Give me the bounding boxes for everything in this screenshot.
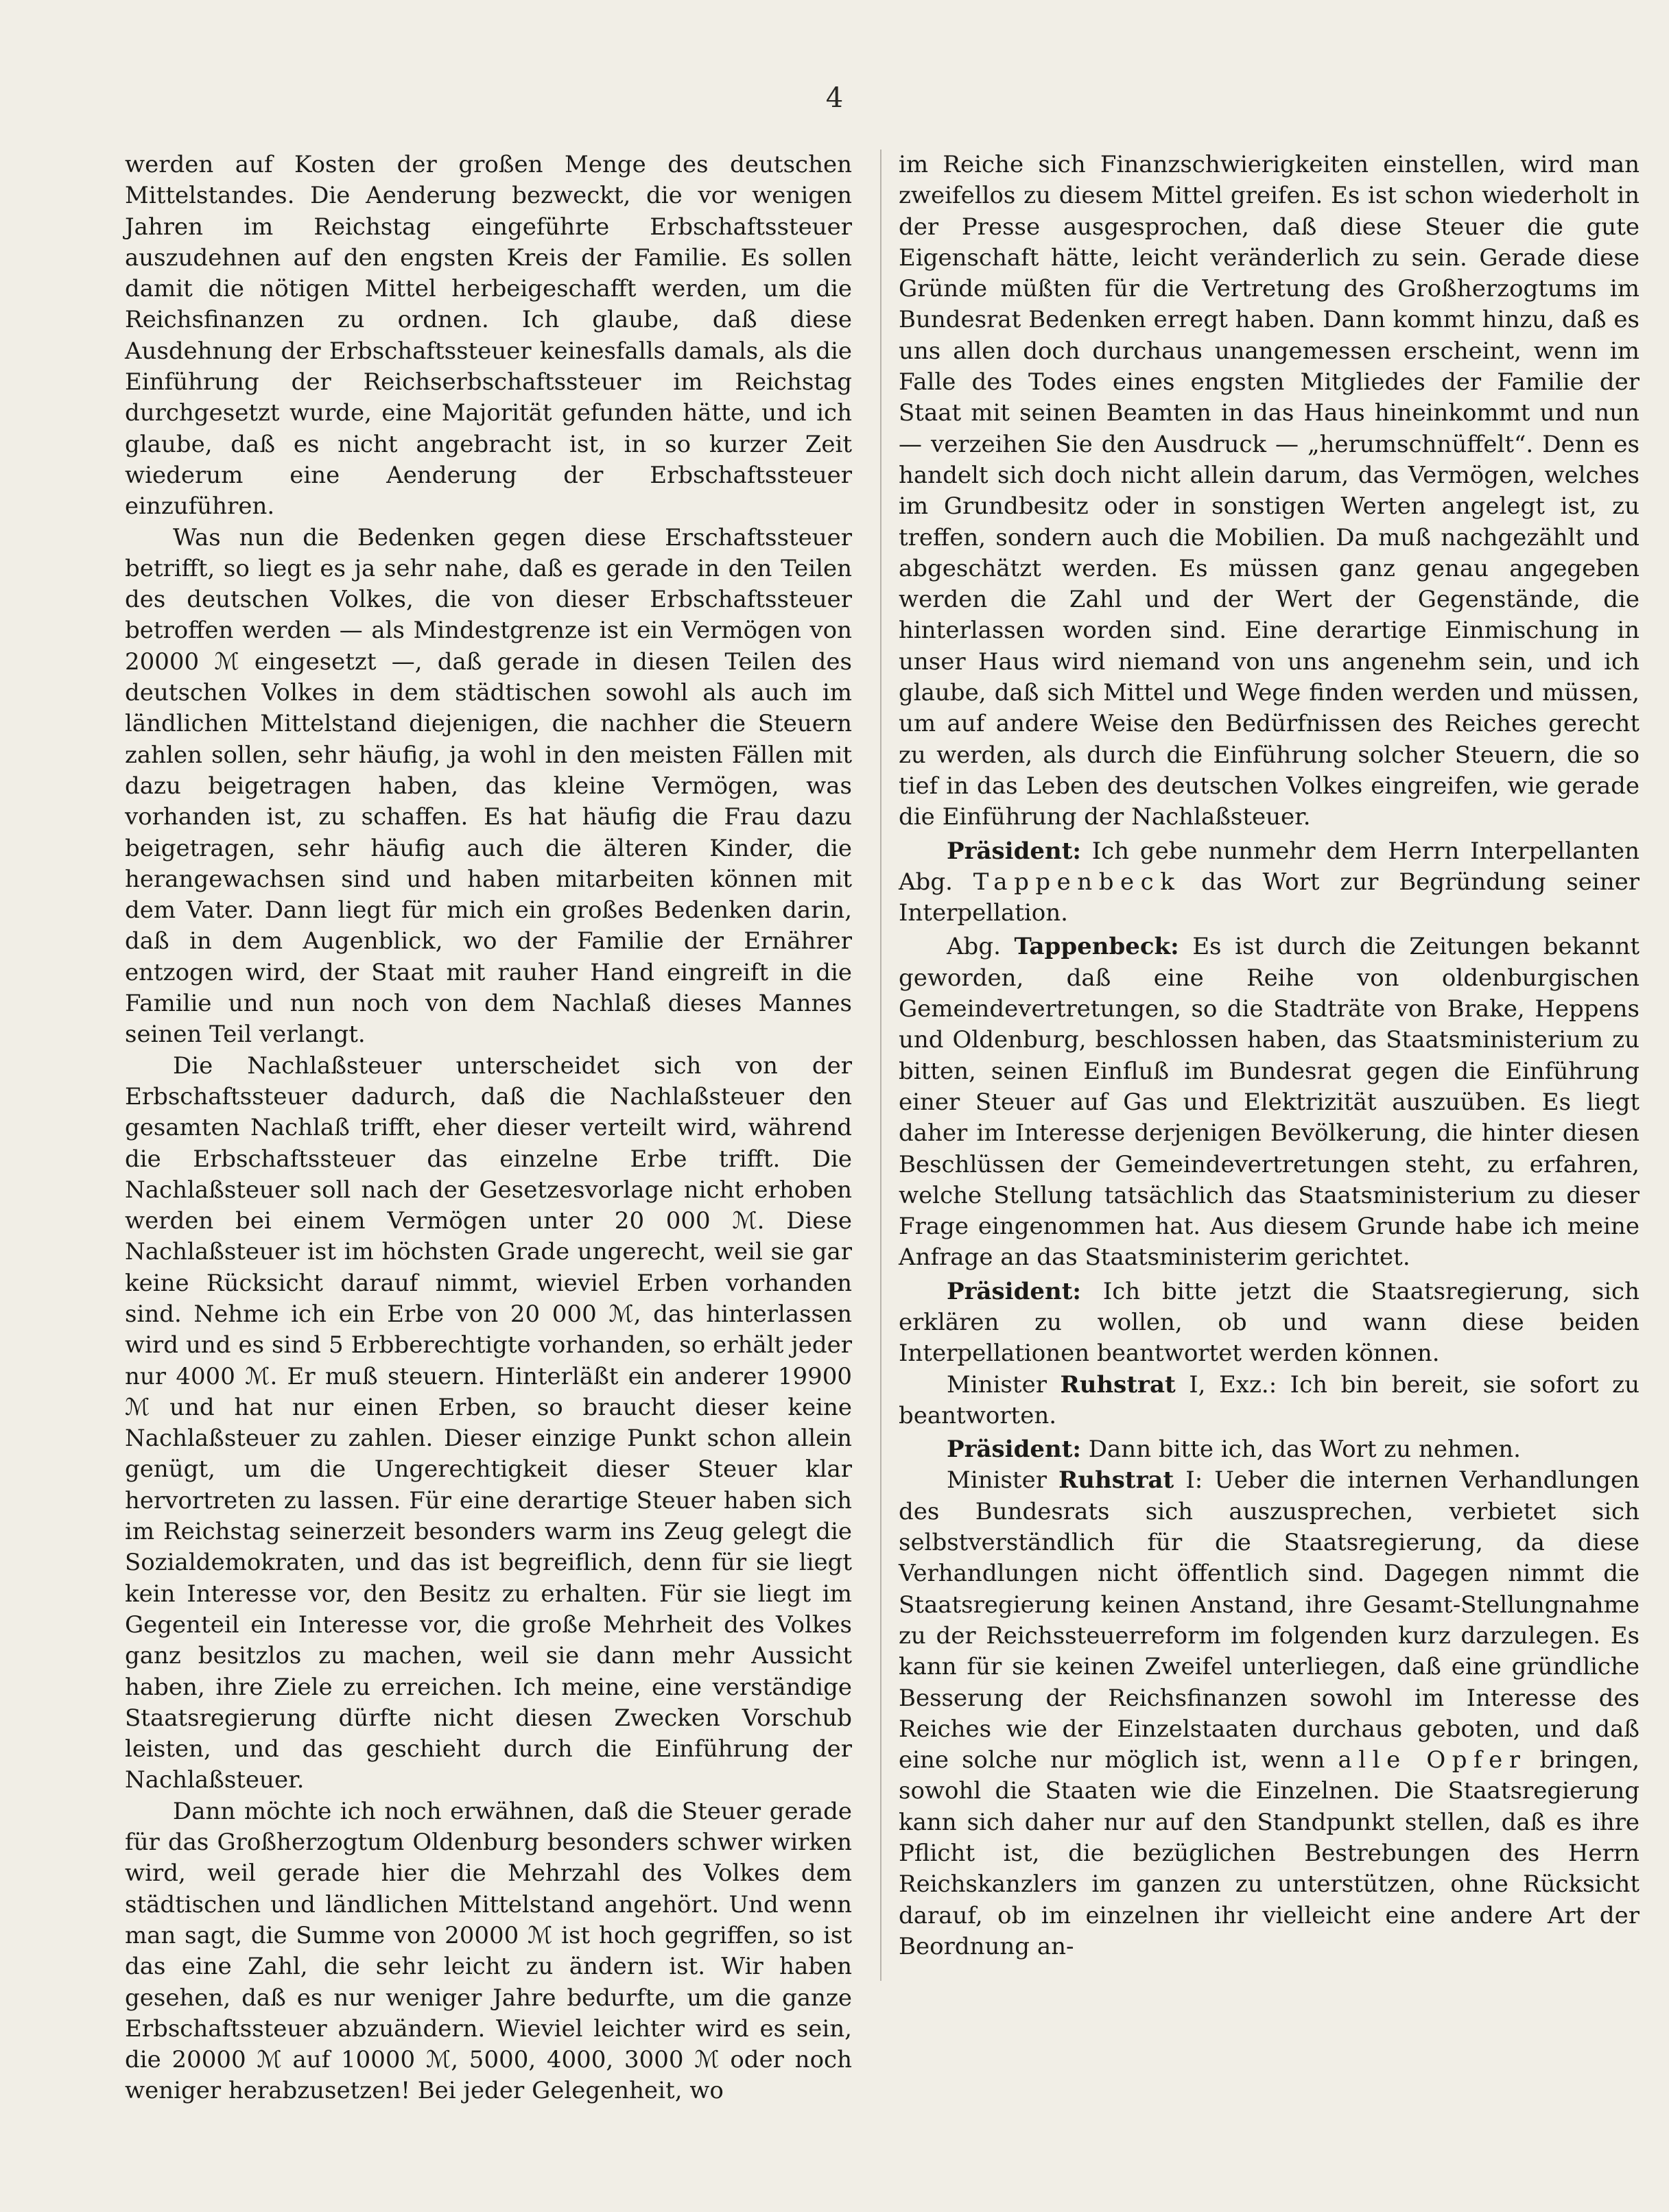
speech-text: Ich bitte jetzt die Staatsregierung, sich erklären zu wollen, ob und wann diese beiden Interpellationen beantwortet werden können. [899,1277,1640,1368]
speech-text: bringen, sowohl die Staaten wie die Einzelnen. Die Staatsregierung kann sich daher nur auf den Standpunkt stellen, daß es ihre Pflicht ist, die bezüglichen Bestrebungen des Herrn Reichskanzlers im ganzen zu unterstützen, ohne Rücksicht darauf, ob im einzelnen ihr vielleicht eine andere Art der Beordnung an- [899,1746,1640,1960]
speaker-label: Ruhstrat [1058,1466,1174,1495]
right-paragraph-1: im Reiche sich Finanzschwierigkeiten einstellen, wird man zweifellos zu diesem Mittel greifen. Es ist schon wiederholt in der Presse ausgesprochen, daß diese Steuer die gute Eigenschaft hätte, leicht veränderlich zu sein. Gerade diese Gründe müßten für die Vertretung des Großherzogtums im Bundesrat Bedenken erregt haben. Dann kommt hinzu, daß es uns allen doch durchaus unangemessen erscheint, wenn im Falle des Todes eines engsten Mitgliedes der Familie der Staat mit seinen Beamten in das Haus hineinkommt und nun — verzeihen Sie den Ausdruck — „herumschnüffelt“. Denn es handelt sich doch nicht allein darum, das Vermögen, welches im Grundbesitz oder in sonstigen Werten angelegt ist, zu treffen, sondern auch die Mobilien. Da muß nachgezählt und abgeschätzt werden. Es müssen ganz genau angegeben werden die Zahl und der Wert der Gegenstände, die hinterlassen worden sind. Eine derartige Einmischung in unser Haus wird niemand von uns angenehm sein, und ich glaube, daß sich Mittel und Wege finden werden und müssen, um auf andere Weise den Bedürfnissen des Reiches gerecht zu werden, als durch die Einführung solcher Steuern, die so tief in das Leben des deutschen Volkes eingreifen, wie gerade die Einführung der Nachlaßsteuer. [899,151,1640,831]
left-column [125,150,852,2107]
speech-praesident-3 [899,1434,1640,1465]
speaker-label: Präsident: [947,837,1081,865]
speaker-label: Ruhstrat [1060,1370,1176,1399]
speech-text: Dann bitte ich, das Wort zu nehmen. [1080,1436,1521,1464]
speaker-label: Präsident: [947,1277,1081,1305]
speech-text: I: Ueber die internen Verhandlungen des Bundesrats sich auszusprechen, verbietet sich selbstverständlich für die Staatsregierung, da diese Verhandlungen nicht öffentlich sind. Dagegen nimmt die Staatsregierung keinen Anstand, ihre Gesamt-Stellungnahme zu der Reichssteuerreform im folgenden kurz darzulegen. Es kann für sie keinen Zweifel unterliegen, daß eine gründliche Besserung der Reichsfinanzen sowohl im Interesse des Reiches wie der Einzelstaaten durchaus geboten, und daß eine solche nur möglich ist, wenn [899,1466,1640,1774]
spaced-text: alle Opfer [1338,1746,1527,1774]
speech-tappenbeck [899,931,1640,1273]
right-column [899,150,1640,1962]
left-paragraph-3: Die Nachlaßsteuer unterscheidet sich von der Erbschaftssteuer dadurch, daß die Nachlaßsteuer den gesamten Nachlaß trifft, eher dieser verteilt wird, während die Erbschaftssteuer das einzelne Erbe trifft. Die Nachlaßsteuer soll nach der Gesetzesvorlage nicht erhoben werden bei einem Vermögen unter 20 000 ℳ. Diese Nachlaßsteuer ist im höchsten Grade ungerecht, weil sie gar keine Rücksicht darauf nimmt, wieviel Erben vorhanden sind. Nehme ich ein Erbe von 20 000 ℳ, das hinterlassen wird und es sind 5 Erbberechtigte vorhanden, so erhält jeder nur 4000 ℳ. Er muß steuern. Hinterläßt ein anderer 19900 ℳ und hat nur einen Erben, so braucht dieser keine Nachlaßsteuer zu zahlen. Dieser einzige Punkt schon allein genügt, um die Ungerechtigkeit dieser Steuer klar hervortreten zu lassen. Für eine derartige Steuer haben sich im Reichstag seinerzeit besonders warm ins Zeug gelegt die Sozialdemokraten, und das ist begreiflich, denn für sie liegt kein Interesse vor, den Besitz zu erhalten. Für sie liegt im Gegenteil ein Interesse vor, die große Mehrheit des Volkes ganz besitzlos zu machen, weil sie dann mehr Aussicht haben, ihre Ziele zu erreichen. Ich meine, eine verständige Staatsregierung dürfte nicht diesen Zwecken Vorschub leisten, und das geschieht durch die Einführung der Nachlaßsteuer. [125,1051,852,1794]
spaced-name: Tappenbeck [973,868,1181,896]
speaker-prefix: Abg. [947,933,1015,961]
left-paragraph-1: werden auf Kosten der großen Menge des deutschen Mittelstandes. Die Aenderung bezweckt, die vor wenigen Jahren im Reichstag eingeführte Erbschaftssteuer auszudehnen auf den engsten Kreis der Familie. Es sollen damit die nötigen Mittel herbeigeschafft werden, um die Reichsfinanzen zu ordnen. Ich glaube, daß diese Ausdehnung der Erbschaftssteuer keinesfalls damals, als die Einführung der Reichserbschaftssteuer im Reichstag durchgesetzt wurde, eine Majorität gefunden hätte, und ich glaube, daß es nicht angebracht ist, in so kurzer Zeit wiederum eine Aenderung der Erbschaftssteuer einzuführen. [125,151,852,521]
left-paragraph-4: Dann möchte ich noch erwähnen, daß die Steuer gerade für das Großherzogtum Oldenburg besonders schwer wirken wird, weil gerade hier die Mehrzahl des Volkes dem städtischen und ländlichen Mittelstand angehört. Und wenn man sagt, die Summe von 20000 ℳ ist hoch gegriffen, so ist das eine Zahl, die sehr leicht zu ändern ist. Wir haben gesehen, daß es nur weniger Jahre bedurfte, um die ganze Erbschaftssteuer abzuändern. Wieviel leichter wird es sein, die 20000 ℳ auf 10000 ℳ, 5000, 4000, 3000 ℳ oder noch weniger herabzusetzen! Bei jeder Gelegenheit, wo [125,1797,852,2105]
speech-text: Es ist durch die Zeitungen bekannt geworden, daß eine Reihe von oldenburgischen Gemeindevertretungen, so die Stadträte von Brake, Heppens und Oldenburg, beschlossen haben, das Staatsministerium zu bitten, seinen Einfluß im Bundesrat gegen die Einführung einer Steuer auf Gas und Elektrizität auszuüben. Es liegt daher im Interesse derjenigen Bevölkerung, die hinter diesen Beschlüssen der Gemeindevertretungen steht, zu erfahren, welche Stellung tatsächlich das Staatsministerium zu dieser Frage eingenommen hat. Aus diesem Grunde habe ich meine Anfrage an das Staatsministerim gerichtet. [899,933,1640,1272]
speaker-label: Präsident: [947,1436,1081,1464]
speech-text: das Wort zur Begründung seiner Interpellation. [899,868,1640,927]
speech-text: I, Exz.: Ich bin bereit, sie sofort zu beantworten. [899,1370,1640,1429]
speech-minister-1 [899,1370,1640,1432]
speech-praesident-1 [899,836,1640,929]
speaker-prefix: Minister [947,1370,1061,1399]
left-paragraph-2: Was nun die Bedenken gegen diese Erschaftssteuer betrifft, so liegt es ja sehr nahe, daß es gerade in den Teilen des deutschen Volkes, die von dieser Erbschaftssteuer betroffen werden — als Mindestgrenze ist ein Vermögen von 20000 ℳ eingesetzt —, daß gerade in diesen Teilen des deutschen Volkes in dem städtischen sowohl als auch im ländlichen Mittelstand diejenigen, die nachher die Steuern zahlen sollen, sehr häufig, ja wohl in den meisten Fällen mit dazu beigetragen haben, das kleine Vermögen, was vorhanden ist, zu schaffen. Es hat häufig die Frau dazu beigetragen, sehr häufig auch die älteren Kinder, die herangewachsen sind und haben mitarbeiten können mit dem Vater. Dann liegt für mich ein großes Bedenken darin, daß in dem Augenblick, wo der Familie der Ernährer entzogen wird, der Staat mit rauher Hand eingreift in die Familie und nun noch von dem Nachlaß dieses Mannes seinen Teil verlangt. [125,523,852,1049]
speech-praesident-2 [899,1276,1640,1370]
column-divider [880,150,881,1981]
speech-text: Ich gebe nunmehr dem Herrn Interpellanten Abg. [899,837,1640,896]
speaker-label: Tappenbeck: [1014,933,1179,961]
speech-minister-2 [899,1465,1640,1962]
speaker-prefix: Minister [947,1466,1059,1495]
page-number: 4 [825,82,844,114]
